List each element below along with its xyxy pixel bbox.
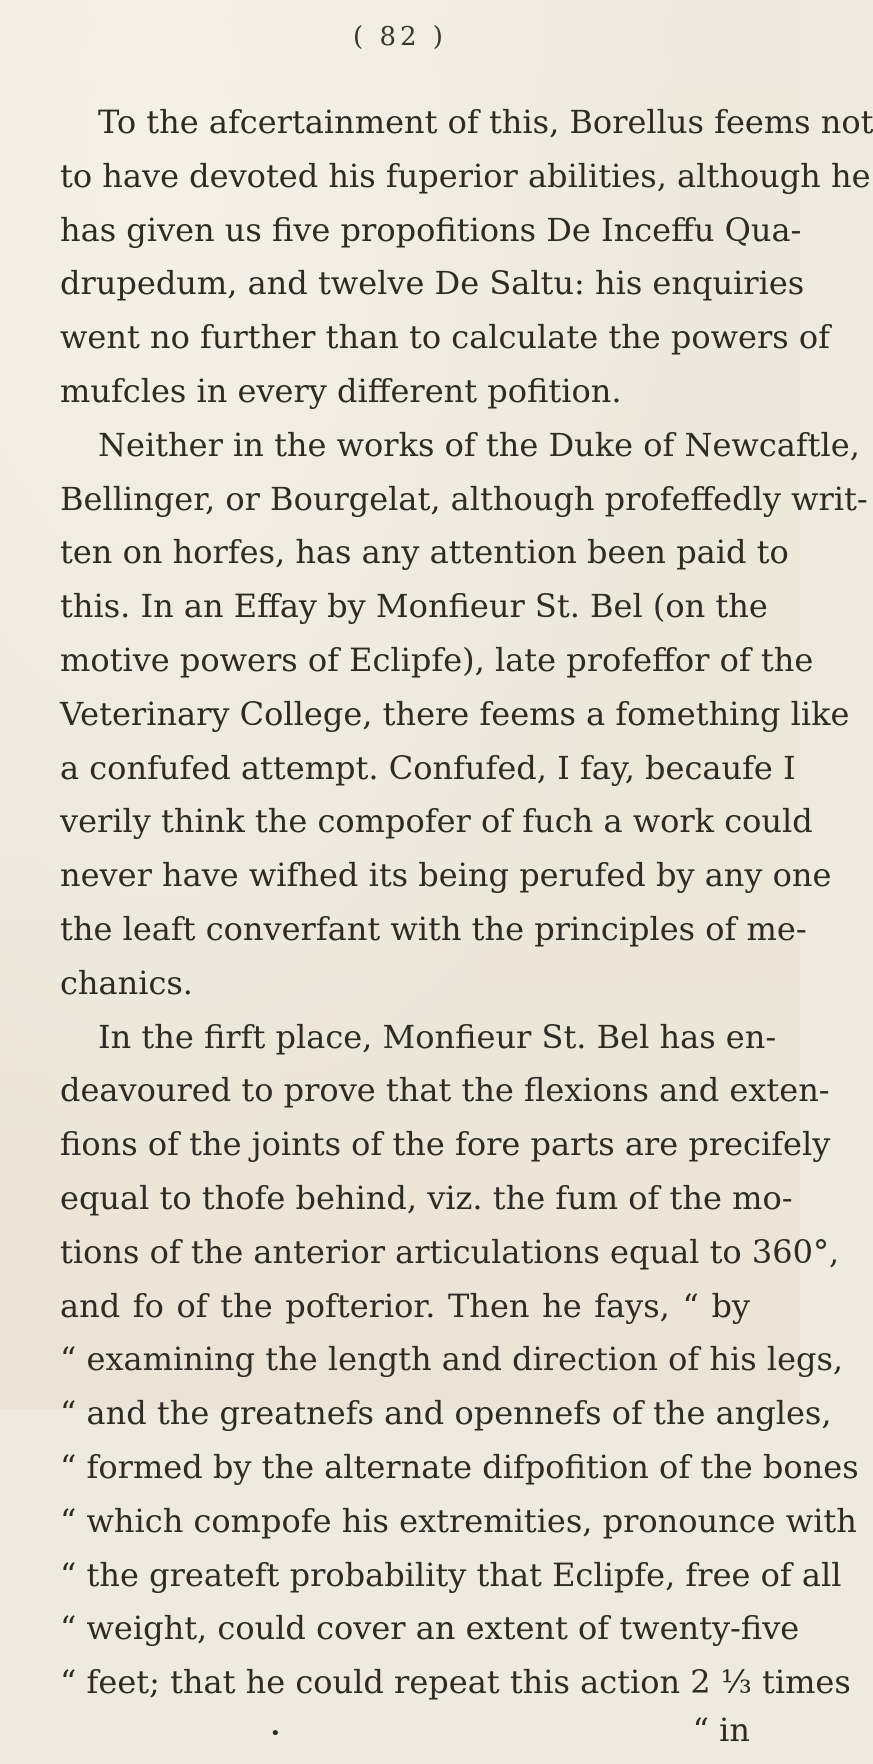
text-line: motive powers of Eclipfe), late profeffor of the [60, 640, 814, 679]
text-line: Bellinger, or Bourgelat, although profeffedly writ- [60, 479, 868, 518]
text-line: chanics. [60, 963, 193, 1002]
text-line: equal to thofe behind, viz. the fum of the mo- [60, 1178, 793, 1217]
catchword: “ in [692, 1710, 750, 1749]
text-line: In the firft place, Monfieur St. Bel has en- [98, 1017, 777, 1056]
text-line: fions of the joints of the fore parts are precifely [60, 1125, 831, 1164]
text-line: “ and the greatnefs and opennefs of the angles, [60, 1394, 832, 1433]
body-text [60, 96, 873, 1764]
text-line: “ the greateft probability that Eclipfe, free of all [60, 1555, 842, 1594]
text-line: to have devoted his fuperior abilities, although he [60, 156, 871, 195]
text-line: To the afcertainment of this, Borellus feems not [98, 103, 873, 141]
text-line: “ formed by the alternate difpofition of the bones [60, 1447, 859, 1486]
page-number: ( 82 ) [353, 22, 447, 52]
text-line: “ examining the length and direction of his legs, [60, 1340, 844, 1379]
text-line: mufcles in every different pofition. [60, 371, 622, 410]
page-footer [60, 1710, 750, 1764]
text-line: the leaft converfant with the principles of me- [60, 909, 807, 948]
text-line: tions of the anterior articulations equal to 360°, [60, 1232, 840, 1271]
text-line: ten on horfes, has any attention been paid to [60, 533, 789, 572]
text-line: Veterinary College, there feems a fomething like [60, 694, 850, 733]
text-line: “ feet; that he could repeat this action 2 ⅓ times [60, 1663, 851, 1702]
text-line: went no further than to calculate the powers of [60, 318, 830, 357]
text-line: this. In an Effay by Monfieur St. Bel (on the [60, 587, 768, 626]
text-line: has given us five propofitions De Inceffu Qua- [60, 210, 802, 249]
signature-mark: • [270, 1722, 281, 1744]
text-line: and fo of the pofterior. Then he fays, “ by [60, 1286, 750, 1325]
text-line: verily think the compofer of fuch a work could [60, 802, 813, 841]
text-line: never have wifhed its being perufed by any one [60, 856, 832, 895]
text-line: drupedum, and twelve De Saltu: his enquiries [60, 264, 805, 303]
text-line: Neither in the works of the Duke of Newcaftle, [98, 425, 860, 464]
text-line: deavoured to prove that the flexions and exten- [60, 1071, 830, 1110]
text-line: “ which compofe his extremities, pronounce with [60, 1501, 857, 1540]
text-line: “ weight, could cover an extent of twenty-five [60, 1609, 800, 1648]
text-line: a confufed attempt. Confufed, I fay, becaufe I [60, 748, 796, 787]
